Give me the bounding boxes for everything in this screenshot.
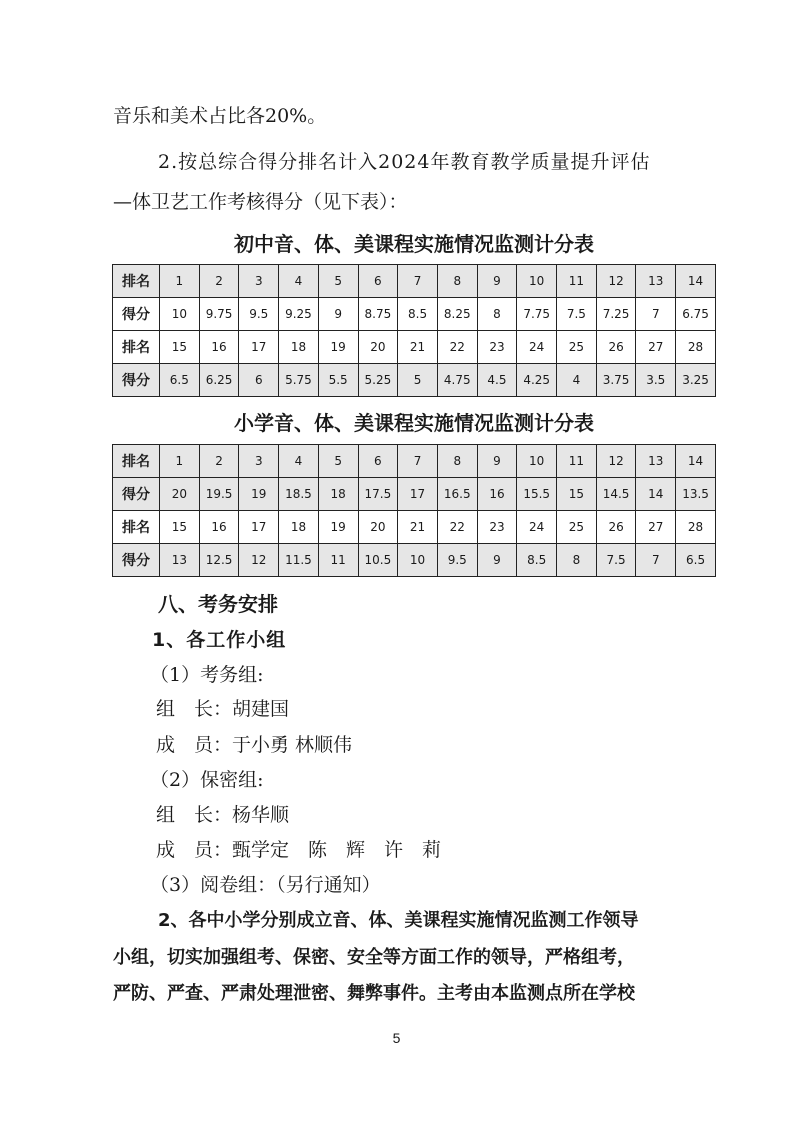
rank-cell: 17 [239,331,279,364]
score-cell: 19 [239,478,279,511]
score-cell: 4.75 [437,364,477,397]
score-cell: 14.5 [596,478,636,511]
rank-cell: 4 [279,445,319,478]
rank-cell: 18 [279,331,319,364]
rank-cell: 8 [437,445,477,478]
score-cell: 10 [160,298,200,331]
score-cell: 9 [318,298,358,331]
score-cell: 13 [160,544,200,577]
rank-cell: 7 [398,445,438,478]
score-cell: 8.5 [398,298,438,331]
rank-cell: 2 [199,265,239,298]
rank-cell: 23 [477,331,517,364]
rank-cell: 14 [676,265,716,298]
rank-cell: 20 [358,511,398,544]
score-label: 得分 [113,544,160,577]
score-cell: 18.5 [279,478,319,511]
score-cell: 5.5 [318,364,358,397]
rank-cell: 12 [596,445,636,478]
score-cell: 6 [239,364,279,397]
score-cell: 9 [477,544,517,577]
score-cell: 10 [398,544,438,577]
score-cell: 20 [160,478,200,511]
rank-cell: 11 [557,445,597,478]
table-row [113,364,716,397]
rank-cell: 6 [358,265,398,298]
score-cell: 6.75 [676,298,716,331]
score-cell: 15.5 [517,478,557,511]
middle-school-table-title: 初中音、体、美课程实施情况监测计分表 [234,232,594,256]
rank-cell: 13 [636,445,676,478]
rank-cell: 15 [160,331,200,364]
page-number: 5 [392,1030,401,1046]
table-row [113,265,716,298]
rank-cell: 4 [279,265,319,298]
rank-cell: 5 [318,445,358,478]
rank-cell: 11 [557,265,597,298]
score-cell: 3.25 [676,364,716,397]
rank-cell: 26 [596,511,636,544]
rank-cell: 20 [358,331,398,364]
rank-label: 排名 [113,265,160,298]
rank-cell: 1 [160,445,200,478]
score-cell: 8.25 [437,298,477,331]
group-2-leader: 组 长：杨华顺 [156,804,290,826]
score-cell: 6.5 [676,544,716,577]
rank-cell: 27 [636,331,676,364]
score-cell: 17.5 [358,478,398,511]
score-cell: 8 [477,298,517,331]
table-row [113,331,716,364]
score-cell: 7.75 [517,298,557,331]
rank-cell: 23 [477,511,517,544]
table-row [113,544,716,577]
rank-cell: 24 [517,331,557,364]
score-cell: 6.5 [160,364,200,397]
score-cell: 5.75 [279,364,319,397]
rank-cell: 3 [239,445,279,478]
table-row [113,478,716,511]
rank-cell: 15 [160,511,200,544]
score-label: 得分 [113,478,160,511]
paragraph-line-3: 严防、严查、严肃处理泄密、舞弊事件。主考由本监测点所在学校 [113,983,635,1004]
rank-cell: 26 [596,331,636,364]
group-title-3: （3）阅卷组：（另行通知） [150,874,381,896]
group-title-2: （2）保密组: [150,769,264,791]
rank-cell: 25 [557,331,597,364]
score-cell: 3.5 [636,364,676,397]
group-1-members: 成 员：于小勇 林顺伟 [156,734,353,756]
rank-cell: 1 [160,265,200,298]
rank-cell: 28 [676,511,716,544]
score-cell: 9.5 [437,544,477,577]
rank-cell: 8 [437,265,477,298]
rank-label: 排名 [113,445,160,478]
score-cell: 8.5 [517,544,557,577]
score-cell: 18 [318,478,358,511]
rank-cell: 14 [676,445,716,478]
primary-school-score-table [112,444,716,577]
rank-cell: 22 [437,331,477,364]
rank-cell: 9 [477,445,517,478]
score-cell: 16 [477,478,517,511]
score-cell: 9.75 [199,298,239,331]
rank-cell: 22 [437,511,477,544]
rank-cell: 2 [199,445,239,478]
table-row [113,298,716,331]
score-cell: 19.5 [199,478,239,511]
group-2-members: 成 员：甄学定 陈 辉 许 莉 [156,839,442,861]
score-cell: 16.5 [437,478,477,511]
rank-cell: 3 [239,265,279,298]
rank-cell: 7 [398,265,438,298]
paragraph-line-2: 小组，切实加强组考、保密、安全等方面工作的领导，严格组考， [113,947,635,968]
rank-cell: 10 [517,265,557,298]
group-1-leader: 组 长：胡建国 [156,698,290,720]
score-cell: 9.5 [239,298,279,331]
rank-cell: 28 [676,331,716,364]
intro-line-1: 音乐和美术占比各20%。 [113,105,327,127]
group-title-1: （1）考务组: [150,664,264,686]
score-cell: 4.5 [477,364,517,397]
rank-cell: 27 [636,511,676,544]
score-cell: 7.5 [596,544,636,577]
score-cell: 14 [636,478,676,511]
paragraph-line-1: 2、各中小学分别成立音、体、美课程实施情况监测工作领导 [158,910,639,931]
score-cell: 4 [557,364,597,397]
score-cell: 3.75 [596,364,636,397]
score-cell: 7 [636,298,676,331]
rank-cell: 21 [398,511,438,544]
score-cell: 13.5 [676,478,716,511]
score-cell: 12 [239,544,279,577]
table-row [113,445,716,478]
score-cell: 7.5 [557,298,597,331]
rank-cell: 25 [557,511,597,544]
score-cell: 5.25 [358,364,398,397]
rank-cell: 24 [517,511,557,544]
intro-line-3: —体卫艺工作考核得分（见下表）： [113,191,408,213]
score-cell: 7 [636,544,676,577]
score-cell: 9.25 [279,298,319,331]
rank-cell: 16 [199,331,239,364]
score-cell: 8.75 [358,298,398,331]
middle-school-score-table [112,264,716,397]
subsection-heading: 1、各工作小组 [152,629,287,651]
rank-cell: 13 [636,265,676,298]
rank-label: 排名 [113,511,160,544]
score-cell: 6.25 [199,364,239,397]
rank-cell: 12 [596,265,636,298]
score-label: 得分 [113,364,160,397]
score-cell: 10.5 [358,544,398,577]
score-cell: 7.25 [596,298,636,331]
rank-cell: 21 [398,331,438,364]
rank-cell: 5 [318,265,358,298]
table-row [113,511,716,544]
score-cell: 5 [398,364,438,397]
rank-cell: 19 [318,511,358,544]
score-cell: 11.5 [279,544,319,577]
score-label: 得分 [113,298,160,331]
primary-school-table-title: 小学音、体、美课程实施情况监测计分表 [234,411,594,435]
rank-cell: 19 [318,331,358,364]
score-cell: 15 [557,478,597,511]
score-cell: 4.25 [517,364,557,397]
rank-cell: 6 [358,445,398,478]
section-heading: 八、考务安排 [158,592,278,616]
score-cell: 12.5 [199,544,239,577]
rank-cell: 9 [477,265,517,298]
rank-cell: 17 [239,511,279,544]
score-cell: 8 [557,544,597,577]
rank-cell: 16 [199,511,239,544]
rank-cell: 10 [517,445,557,478]
intro-line-2: 2.按总综合得分排名计入2024年教育教学质量提升评估 [158,151,651,173]
rank-cell: 18 [279,511,319,544]
rank-label: 排名 [113,331,160,364]
score-cell: 17 [398,478,438,511]
score-cell: 11 [318,544,358,577]
